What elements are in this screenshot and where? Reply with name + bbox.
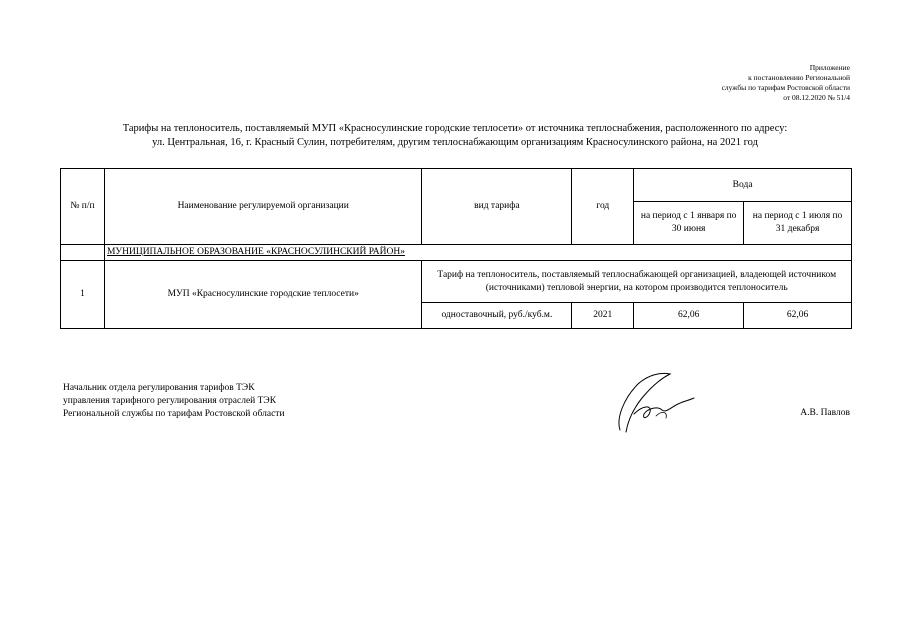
empty-cell [61,245,105,261]
annex-date-line: от 08.12.2020 № 51/4 [783,93,850,102]
row-description: Тариф на теплоноситель, поставляемый теплоснабжающей организацией, владеющей источником (источниками) тепловой энергии, на котором производится теплоноситель [422,261,852,303]
row-year: 2021 [572,303,634,329]
signatory-position [63,382,285,421]
header-period-2: на период с 1 июля по 31 декабря [744,202,852,245]
annex-line: Приложение [809,63,850,72]
header-tariff-type: вид тарифа [422,169,572,245]
handwritten-signature [612,370,702,440]
title-line-2: ул. Центральная, 16, г. Красный Сулин, потребителям, другим теплоснабжающим организациям Красносулинского района, на 2021 год [152,137,758,148]
municipality-row [61,245,852,261]
table-header-row [61,169,852,202]
tariff-table [60,168,852,329]
row-value-period-2: 62,06 [744,303,852,329]
signer-name: А.В. Павлов [800,408,850,418]
header-num: № п/п [61,169,105,245]
row-tariff-type: одноставочный, руб./куб.м. [422,303,572,329]
annex-block [722,63,850,103]
table-row [61,261,852,303]
position-line: управления тарифного регулирования отраслей ТЭК [63,396,277,406]
row-num: 1 [61,261,105,329]
annex-line: службы по тарифам Ростовской области [721,83,850,92]
position-line: Начальник отдела регулирования тарифов ТЭК [63,383,255,393]
annex-line: к постановлению Региональной [748,73,850,82]
title-line-1: Тарифы на теплоноситель, поставляемый МУП «Красносулинские городские теплосети» от источника теплоснабжения, расположенного по адресу: [122,123,788,134]
header-water: Вода [634,169,852,202]
header-org: Наименование регулируемой организации [104,169,422,245]
position-line: Региональной службы по тарифам Ростовской области [63,409,285,419]
row-value-period-1: 62,06 [634,303,744,329]
municipality-name: МУНИЦИПАЛЬНОЕ ОБРАЗОВАНИЕ «КРАСНОСУЛИНСКИЙ РАЙОН» [104,245,851,261]
header-period-1: на период с 1 января по 30 июня [634,202,744,245]
header-year: год [572,169,634,245]
document-title [60,122,850,150]
row-org: МУП «Красносулинские городские теплосети» [104,261,422,329]
